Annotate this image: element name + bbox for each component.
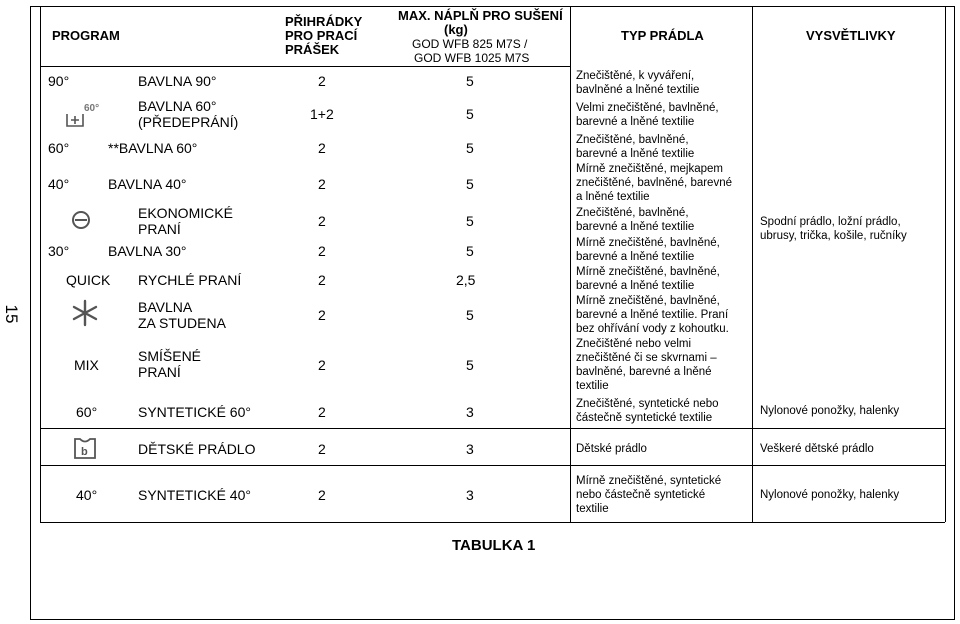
notes-baby: Veškeré dětské prádlo bbox=[760, 443, 874, 455]
svg-text:b: b bbox=[81, 446, 88, 458]
row-1-desc-2: bavlněné a lněné textilie bbox=[576, 84, 700, 96]
row-10-temp: 60° bbox=[76, 404, 98, 420]
header-laundry-type: TYP PRÁDLA bbox=[621, 28, 704, 43]
header-max-load-line1: MAX. NÁPLŇ PRO SUŠENÍ bbox=[398, 8, 563, 23]
row-5-load: 5 bbox=[466, 213, 474, 229]
header-divider bbox=[40, 66, 570, 67]
notes-synthetic-60: Nylonové ponožky, halenky bbox=[760, 405, 900, 417]
row-8-name-2: ZA STUDENA bbox=[138, 315, 226, 331]
row-6-load: 5 bbox=[466, 243, 474, 259]
row-6-compartment: 2 bbox=[318, 243, 326, 259]
row-12-name: SYNTETICKÉ 40° bbox=[138, 487, 251, 503]
row-8-compartment: 2 bbox=[318, 307, 326, 323]
row-10-compartment: 2 bbox=[318, 404, 326, 420]
header-detergent-line1: PŘIHRÁDKY bbox=[285, 14, 363, 29]
row-9-desc-4: textilie bbox=[576, 380, 609, 392]
row-11-compartment: 2 bbox=[318, 441, 326, 457]
row-7-compartment: 2 bbox=[318, 272, 326, 288]
row-12-temp: 40° bbox=[76, 487, 98, 503]
prewash-60-icon bbox=[64, 100, 106, 128]
row-4-desc-3: a lněné textilie bbox=[576, 191, 650, 203]
column-divider-notes bbox=[752, 6, 753, 522]
row-5-desc-2: barevné a lněné textilie bbox=[576, 221, 695, 233]
row-6-desc-1: Mírně znečištěné, bavlněné, bbox=[576, 237, 720, 249]
row-7-temp: QUICK bbox=[66, 272, 111, 288]
header-max-load-line2: (kg) bbox=[444, 22, 468, 37]
header-program: PROGRAM bbox=[52, 28, 120, 43]
row-5-name-1: EKONOMICKÉ bbox=[138, 205, 233, 221]
row-3-desc-1: Znečištěné, bavlněné, bbox=[576, 134, 689, 146]
eco-icon bbox=[70, 209, 92, 231]
row-10-desc-1: Znečištěné, syntetické nebo bbox=[576, 398, 719, 410]
row-4-load: 5 bbox=[466, 176, 474, 192]
row-2-load: 5 bbox=[466, 106, 474, 122]
row-12-desc-2: nebo částečně syntetické bbox=[576, 489, 706, 501]
svg-text:60°: 60° bbox=[84, 103, 100, 114]
row-6-temp: 30° bbox=[48, 243, 70, 259]
table-left-border bbox=[40, 6, 41, 522]
row-7-name: RYCHLÉ PRANÍ bbox=[138, 272, 242, 288]
notes-synthetic-40: Nylonové ponožky, halenky bbox=[760, 489, 900, 501]
row-8-desc-2: barevné a lněné textilie. Praní bbox=[576, 309, 729, 321]
row-5-desc-1: Znečištěné, bavlněné, bbox=[576, 207, 689, 219]
row-1-name: BAVLNA 90° bbox=[138, 73, 217, 89]
row-9-compartment: 2 bbox=[318, 357, 326, 373]
page-number: 15 bbox=[2, 304, 21, 324]
row-11-load: 3 bbox=[466, 441, 474, 457]
row-12-load: 3 bbox=[466, 487, 474, 503]
row-8-desc-3: bez ohřívání vody z kohoutku. bbox=[576, 323, 729, 335]
row-3-temp: 60° bbox=[48, 140, 70, 156]
table-end-line bbox=[40, 522, 945, 523]
row-3-desc-2: barevné a lněné textilie bbox=[576, 148, 695, 160]
table-caption: TABULKA 1 bbox=[452, 537, 536, 554]
row-9-desc-1: Znečištěné nebo velmi bbox=[576, 338, 692, 350]
row-9-desc-2: znečištěné či se skvrnami – bbox=[576, 352, 717, 364]
header-notes: VYSVĚTLIVKY bbox=[806, 28, 896, 43]
header-max-load-line3: GOD WFB 825 M7S / bbox=[412, 37, 528, 51]
row-10-name: SYNTETICKÉ 60° bbox=[138, 404, 251, 420]
notes-cotton-2: ubrusy, trička, košile, ručníky bbox=[760, 230, 907, 242]
table-right-border bbox=[945, 6, 946, 522]
row-9-load: 5 bbox=[466, 357, 474, 373]
row-1-compartment: 2 bbox=[318, 73, 326, 89]
row-12-desc-1: Mírně znečištěné, syntetické bbox=[576, 475, 722, 487]
row-7-load: 2,5 bbox=[456, 272, 476, 288]
cold-asterisk-icon bbox=[70, 298, 100, 328]
row-5-name-2: PRANÍ bbox=[138, 221, 181, 237]
row-11-desc: Dětské prádlo bbox=[576, 443, 647, 455]
row-2-desc-1: Velmi znečištěné, bavlněné, bbox=[576, 102, 719, 114]
row-6-desc-2: barevné a lněné textilie bbox=[576, 251, 695, 263]
row-8-name-1: BAVLNA bbox=[138, 299, 193, 315]
notes-cotton-1: Spodní prádlo, ložní prádlo, bbox=[760, 216, 901, 228]
row-2-name-1: BAVLNA 60° bbox=[138, 98, 217, 114]
header-detergent-line2: PRO PRACÍ bbox=[285, 28, 358, 43]
row-1-desc-1: Znečištěné, k vyváření, bbox=[576, 70, 695, 82]
row-11-name: DĚTSKÉ PRÁDLO bbox=[138, 441, 256, 457]
row-4-compartment: 2 bbox=[318, 176, 326, 192]
row-9-name-1: SMÍŠENÉ bbox=[138, 348, 202, 364]
row-2-desc-2: barevné a lněné textilie bbox=[576, 116, 695, 128]
header-max-load-line4: GOD WFB 1025 M7S bbox=[414, 51, 530, 65]
row-10-load: 3 bbox=[466, 404, 474, 420]
row-7-desc-2: barevné a lněné textilie bbox=[576, 280, 695, 292]
table-top-border bbox=[40, 6, 945, 7]
row-4-desc-1: Mírně znečištěné, mejkapem bbox=[576, 163, 724, 175]
row-9-name-2: PRANÍ bbox=[138, 364, 181, 380]
row-5-compartment: 2 bbox=[318, 213, 326, 229]
row-3-compartment: 2 bbox=[318, 140, 326, 156]
header-detergent-line3: PRÁŠEK bbox=[285, 42, 340, 57]
column-divider-type bbox=[570, 6, 571, 522]
row-10-desc-2: částečně syntetické textilie bbox=[576, 412, 713, 424]
row-12-compartment: 2 bbox=[318, 487, 326, 503]
row-2-compartment: 1+2 bbox=[310, 106, 334, 122]
row-9-temp: MIX bbox=[74, 357, 99, 373]
row-8-desc-1: Mírně znečištěné, bavlněné, bbox=[576, 295, 720, 307]
row-3-load: 5 bbox=[466, 140, 474, 156]
row-6-name: BAVLNA 30° bbox=[108, 243, 187, 259]
row-7-desc-1: Mírně znečištěné, bavlněné, bbox=[576, 266, 720, 278]
row-9-desc-3: bavlněné, barevné a lněné bbox=[576, 366, 712, 378]
row-4-name: BAVLNA 40° bbox=[108, 176, 187, 192]
row-3-name: **BAVLNA 60° bbox=[108, 140, 198, 156]
row-4-temp: 40° bbox=[48, 176, 70, 192]
row-4-desc-2: znečištěné, bavlněné, barevné bbox=[576, 177, 732, 189]
table-bottom-border bbox=[40, 428, 945, 429]
row-1-temp: 90° bbox=[48, 73, 70, 89]
row-8-load: 5 bbox=[466, 307, 474, 323]
baby-clothes-icon bbox=[72, 436, 98, 460]
baby-row-divider-top bbox=[40, 465, 945, 466]
row-1-load: 5 bbox=[466, 73, 474, 89]
row-12-desc-3: textilie bbox=[576, 503, 609, 515]
row-2-name-2: (PŘEDEPRÁNÍ) bbox=[138, 114, 239, 130]
